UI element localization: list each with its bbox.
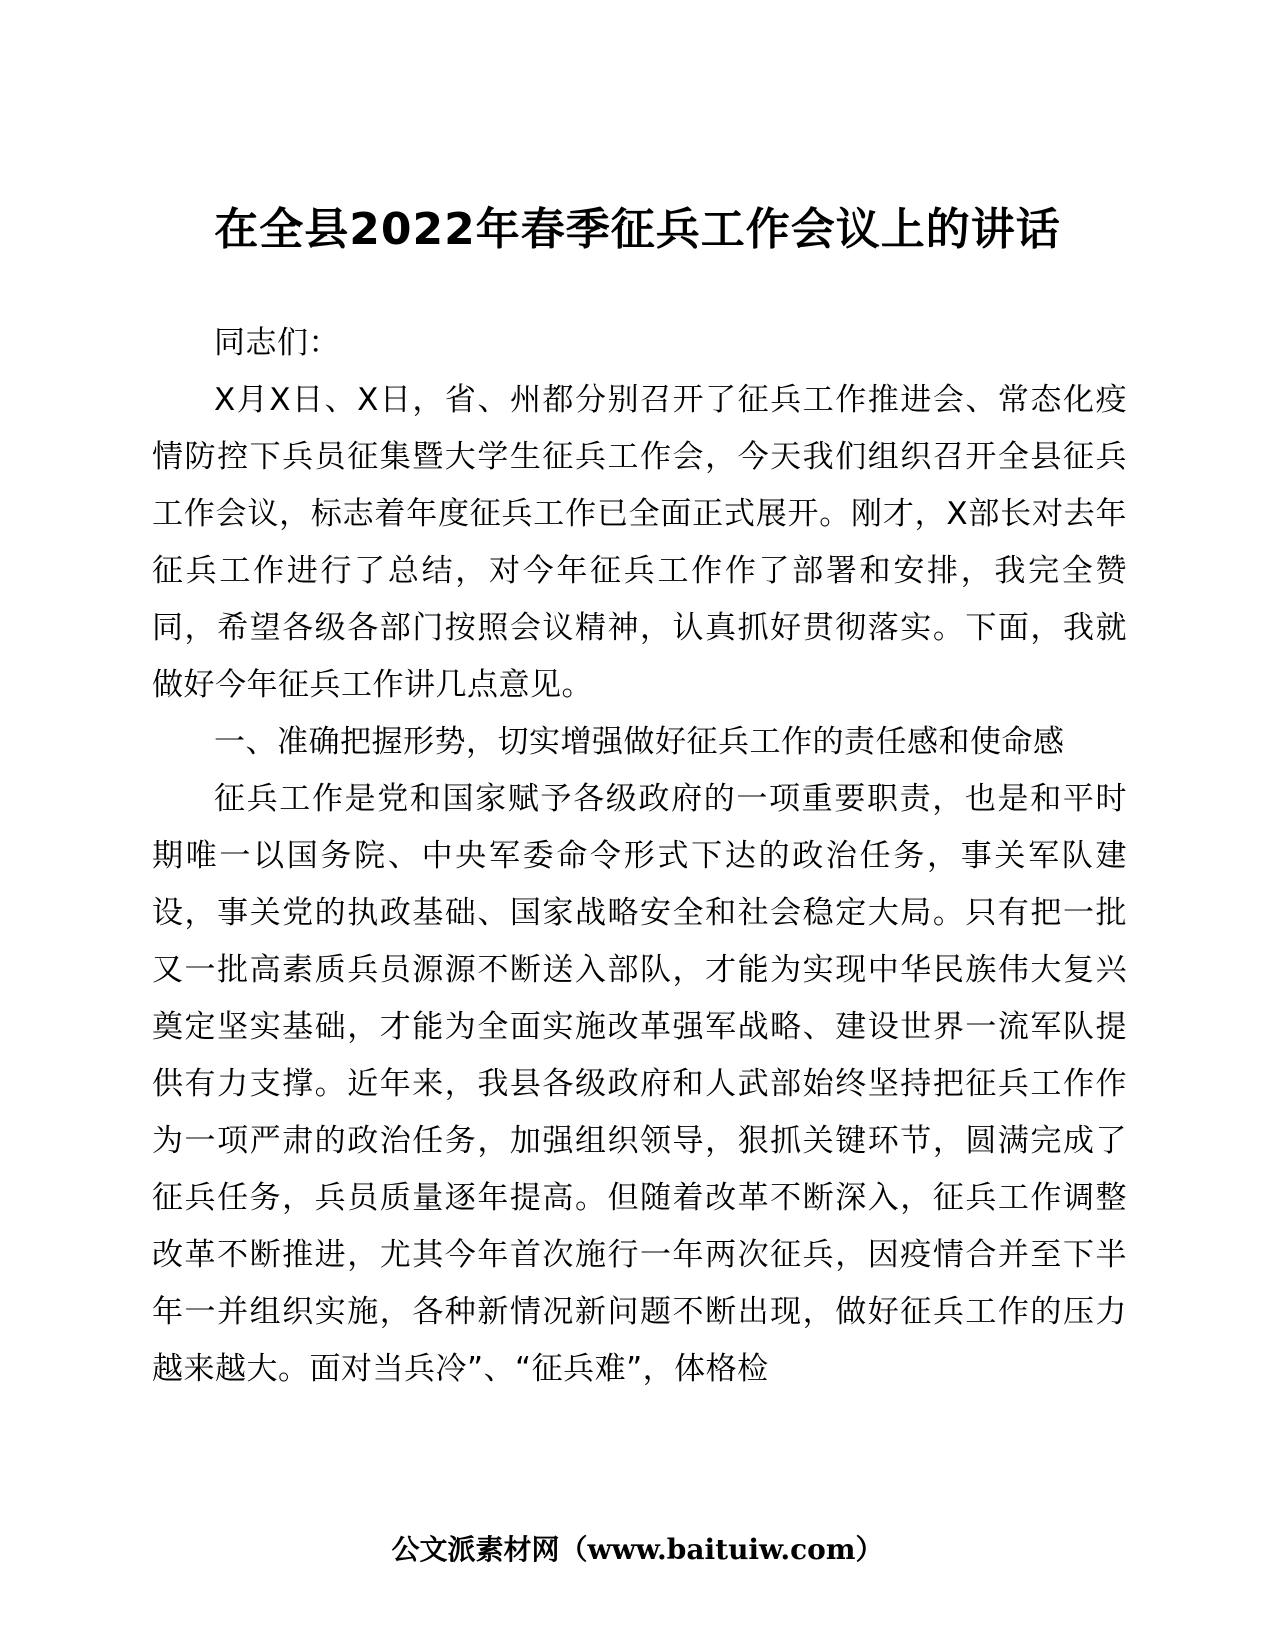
- section-heading-1: 一、准确把握形势，切实增强做好征兵工作的责任感和使命感: [214, 724, 1065, 760]
- document-title: 在全县2022年春季征兵工作会议上的讲话: [214, 204, 1061, 255]
- document-body: [152, 315, 1127, 1398]
- paragraph-intro: X月X日、X日，省、州都分别召开了征兵工作推进会、常态化疫情防控下兵员征集暨大学生征兵工作会，今天我们组织召开全县征兵工作会议，标志着年度征兵工作已全面正式展开。刚才，X部长对去年征兵工作进行了总结，对今年征兵工作作了部署和安排，我完全赞同，希望各级各部门按照会议精神，认真抓好贯彻落实。下面，我就做好今年征兵工作讲几点意见。: [152, 382, 1127, 703]
- paragraph-section-1: 征兵工作是党和国家赋予各级政府的一项重要职责，也是和平时期唯一以国务院、中央军委命令形式下达的政治任务，事关军队建设，事关党的执政基础、国家战略安全和社会稳定大局。只有把一批又一批高素质兵员源源不断送入部队，才能为实现中华民族伟大复兴奠定坚实基础，才能为全面实施改革强军战略、建设世界一流军队提供有力支撑。近年来，我县各级政府和人武部始终坚持把征兵工作作为一项严肃的政治任务，加强组织领导，狠抓关键环节，圆满完成了征兵任务，兵员质量逐年提高。但随着改革不断深入，征兵工作调整改革不断推进，尤其今年首次施行一年两次征兵，因疫情合并至下半年一并组织实施，各种新情况新问题不断出现，做好征兵工作的压力越来越大。面对当兵冷”、“征兵难”，体格检: [152, 781, 1127, 1387]
- footer-watermark: 公文派素材网（www.baituiw.com）: [391, 1533, 884, 1566]
- salutation: 同志们：: [214, 325, 340, 361]
